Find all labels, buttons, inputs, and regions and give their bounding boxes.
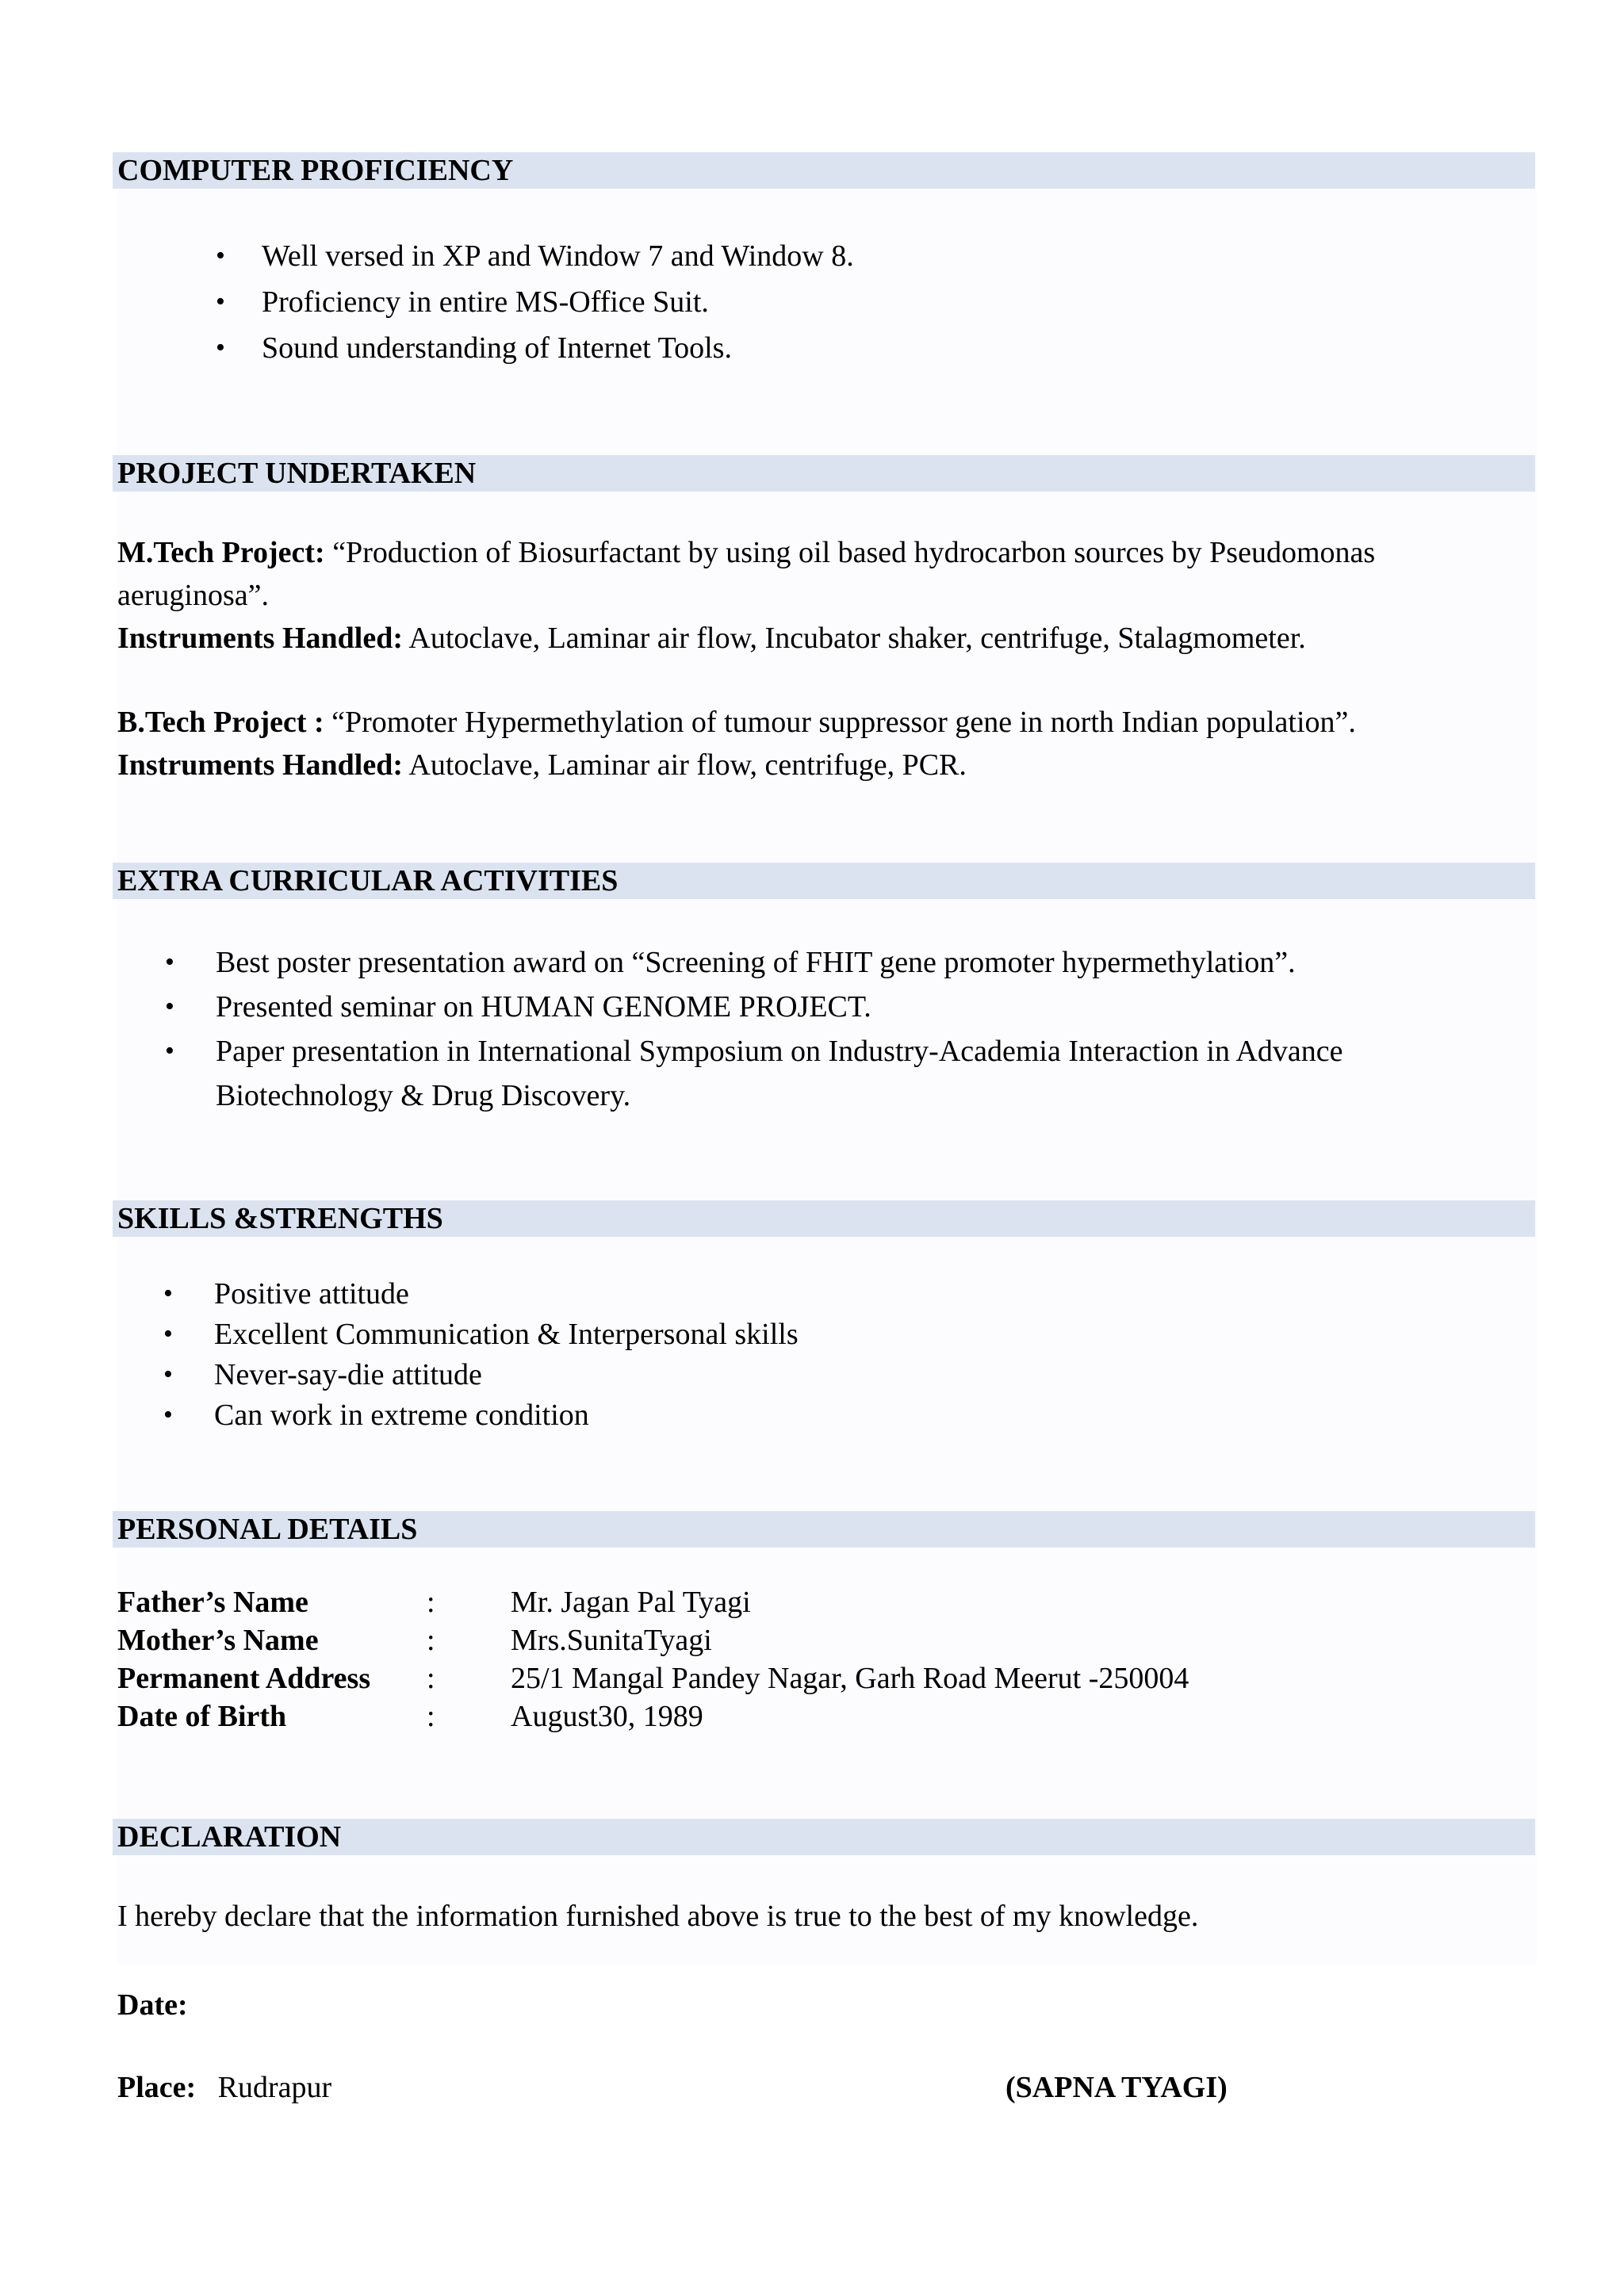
detail-label: Permanent Address <box>117 1662 371 1695</box>
list-item: • Never-say-die attitude <box>163 1357 799 1397</box>
place-line <box>117 2069 331 2106</box>
list-item-line: Biotechnology & Drug Discovery. <box>216 1079 631 1112</box>
list-item: • Excellent Communication & Interpersonal skills <box>163 1316 799 1357</box>
btech-instruments-value: Autoclave, Laminar air flow, centrifuge, PCR. <box>408 748 967 782</box>
list-item-line: Paper presentation in International Symposium on Industry-Academia Interaction in Advance <box>216 1035 1343 1068</box>
mtech-project-title: “Production of Biosurfactant by using oil based hydrocarbon sources by Pseudomonas <box>332 536 1376 569</box>
list-item: • Proficiency in entire MS-Office Suit. <box>216 284 854 330</box>
detail-value: Mrs.SunitaTyagi <box>511 1624 712 1657</box>
list-item: • Best poster presentation award on “Screening of FHIT gene promoter hypermethylation”. <box>165 940 1342 985</box>
computer-proficiency-list <box>216 238 854 376</box>
heading-personal-details: PERSONAL DETAILS <box>113 1511 1535 1548</box>
signature-name: (SAPNA TYAGI) <box>1005 2071 1228 2104</box>
heading-skills-strengths: SKILLS &STRENGTHS <box>113 1200 1535 1237</box>
extra-curricular-list <box>165 940 1342 1118</box>
detail-label: Mother’s Name <box>117 1624 319 1657</box>
detail-value: Mr. Jagan Pal Tyagi <box>511 1586 751 1619</box>
heading-project-undertaken: PROJECT UNDERTAKEN <box>113 455 1535 492</box>
btech-project-label: B.Tech Project : <box>117 706 324 739</box>
heading-computer-proficiency: COMPUTER PROFICIENCY <box>113 152 1535 189</box>
list-item: • Can work in extreme condition <box>163 1397 799 1437</box>
detail-value: August30, 1989 <box>511 1700 703 1733</box>
mtech-project-label: M.Tech Project: <box>117 536 325 569</box>
btech-project-line <box>117 704 1356 740</box>
detail-value: 25/1 Mangal Pandey Nagar, Garh Road Meerut -250004 <box>511 1662 1189 1695</box>
heading-declaration: DECLARATION <box>113 1819 1535 1855</box>
instruments-label: Instruments Handled: <box>117 748 403 782</box>
date-label: Date: <box>117 1988 188 2022</box>
skills-list <box>163 1276 799 1437</box>
detail-colon: : <box>427 1624 435 1657</box>
place-label: Place: <box>117 2071 197 2104</box>
detail-colon: : <box>427 1662 435 1695</box>
detail-colon: : <box>427 1700 435 1733</box>
list-item: • Well versed in XP and Window 7 and Window 8. <box>216 238 854 284</box>
list-item <box>165 1029 1342 1118</box>
instruments-label: Instruments Handled: <box>117 622 403 655</box>
mtech-instruments-line <box>117 620 1306 656</box>
list-item: • Presented seminar on HUMAN GENOME PROJECT. <box>165 985 1342 1029</box>
btech-project-title: “Promoter Hypermethylation of tumour suppressor gene in north Indian population”. <box>331 706 1356 739</box>
heading-extra-curricular: EXTRA CURRICULAR ACTIVITIES <box>113 863 1535 899</box>
list-item: • Sound understanding of Internet Tools. <box>216 330 854 376</box>
mtech-project-line <box>117 534 1375 571</box>
declaration-text: I hereby declare that the information furnished above is true to the best of my knowledge. <box>117 1900 1199 1933</box>
detail-label: Date of Birth <box>117 1700 287 1733</box>
btech-instruments-line <box>117 747 967 783</box>
list-item: • Positive attitude <box>163 1276 799 1316</box>
mtech-project-title-cont: aeruginosa”. <box>117 579 269 612</box>
detail-label: Father’s Name <box>117 1586 308 1619</box>
detail-colon: : <box>427 1586 435 1619</box>
mtech-instruments-value: Autoclave, Laminar air flow, Incubator shaker, centrifuge, Stalagmometer. <box>408 622 1306 655</box>
place-value: Rudrapur <box>217 2071 332 2104</box>
